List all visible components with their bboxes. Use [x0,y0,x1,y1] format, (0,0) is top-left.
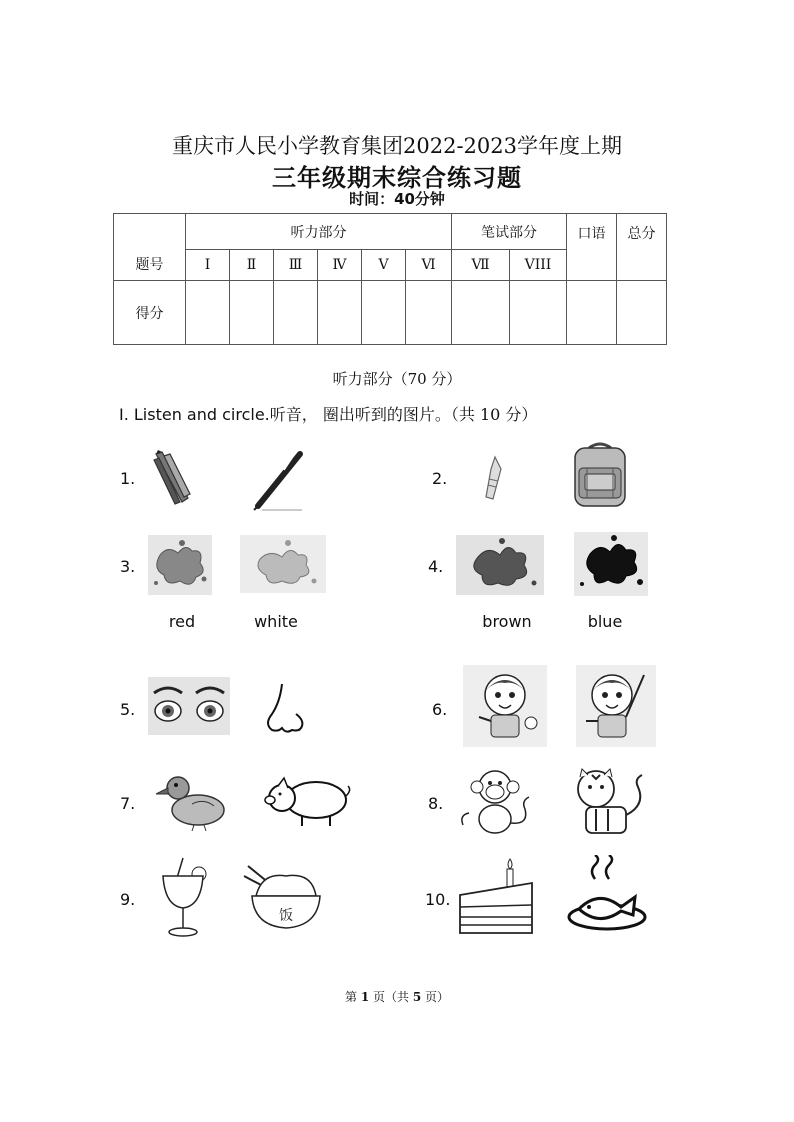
item-number: 8. [428,794,444,813]
item-number: 3. [120,557,136,576]
eyes-icon[interactable] [148,677,230,735]
fish-plate-icon[interactable] [565,855,649,935]
part1-title-cn: 听音， 圈出听到的图片。（共 10 分） [269,405,538,424]
score-cell[interactable] [362,281,406,345]
color-word-brown: brown [482,612,532,631]
rice-bowl-icon[interactable] [242,862,326,934]
footer-page: 1 [360,990,370,1004]
part1-title [119,402,537,425]
item-number: 1. [120,469,136,488]
score-cell[interactable] [567,281,617,345]
score-cell[interactable] [617,281,667,345]
paint-splash-icon[interactable] [456,535,544,595]
exam-title: 三年级期末综合练习题 [272,164,522,192]
numeral-5: Ⅴ [362,250,406,281]
score-cell[interactable] [406,281,452,345]
question-no-label: 题号 [114,214,186,281]
backpack-icon[interactable] [565,440,635,510]
numeral-8: VIII [510,250,567,281]
exam-time: 时间：40分钟 [349,190,445,208]
tiger-icon[interactable] [566,765,650,839]
numeral-1: Ⅰ [186,250,230,281]
color-word-blue: blue [587,612,623,631]
item-number: 5. [120,700,136,719]
score-cell[interactable] [452,281,510,345]
score-label: 得分 [114,281,186,345]
pen-icon[interactable] [252,450,306,512]
boy-pointing-icon[interactable] [576,665,656,747]
page-footer [0,988,794,1005]
numeral-7: Ⅶ [452,250,510,281]
item-number: 7. [120,794,136,813]
numeral-6: Ⅵ [406,250,452,281]
part1-title-en: I. Listen and circle. [119,405,270,424]
score-cell[interactable] [274,281,318,345]
score-cell[interactable] [186,281,230,345]
paint-splash-icon[interactable] [574,532,648,596]
listening-section-title: 听力部分（70 分） [332,370,462,388]
juice-glass-icon[interactable] [155,856,211,938]
numeral-2: Ⅱ [230,250,274,281]
total-header: 总分 [617,214,667,281]
oral-header: 口语 [567,214,617,281]
footer-prefix: 第 [344,990,361,1004]
numeral-4: Ⅳ [318,250,362,281]
crayon-icon[interactable] [481,455,505,505]
pig-icon[interactable] [262,770,354,830]
color-word-red: red [168,612,196,631]
footer-suffix: 页） [421,990,449,1004]
item-number: 2. [432,469,448,488]
score-cell[interactable] [510,281,567,345]
listening-header: 听力部分 [186,214,452,250]
nose-icon[interactable] [262,680,308,736]
item-number: 4. [428,557,444,576]
boy-pointing-icon[interactable] [463,665,547,747]
paint-splash-icon[interactable] [148,535,212,595]
duck-icon[interactable] [154,770,228,832]
score-cell[interactable] [230,281,274,345]
item-number: 10. [425,890,451,909]
footer-mid: 页（共 [369,990,413,1004]
item-number: 6. [432,700,448,719]
numeral-3: Ⅲ [274,250,318,281]
score-cell[interactable] [318,281,362,345]
school-title: 重庆市人民小学教育集团2022-2023学年度上期 [172,134,622,158]
monkey-icon[interactable] [455,765,537,839]
color-word-white: white [254,612,298,631]
rice-char: 饭 [279,908,293,924]
item-number: 9. [120,890,136,909]
footer-total: 5 [412,990,422,1004]
paint-splash-icon[interactable] [240,535,326,593]
cake-icon[interactable] [456,855,536,939]
colored-pencils-icon[interactable] [150,450,194,506]
writing-header: 笔试部分 [452,214,567,250]
score-table [113,213,667,345]
